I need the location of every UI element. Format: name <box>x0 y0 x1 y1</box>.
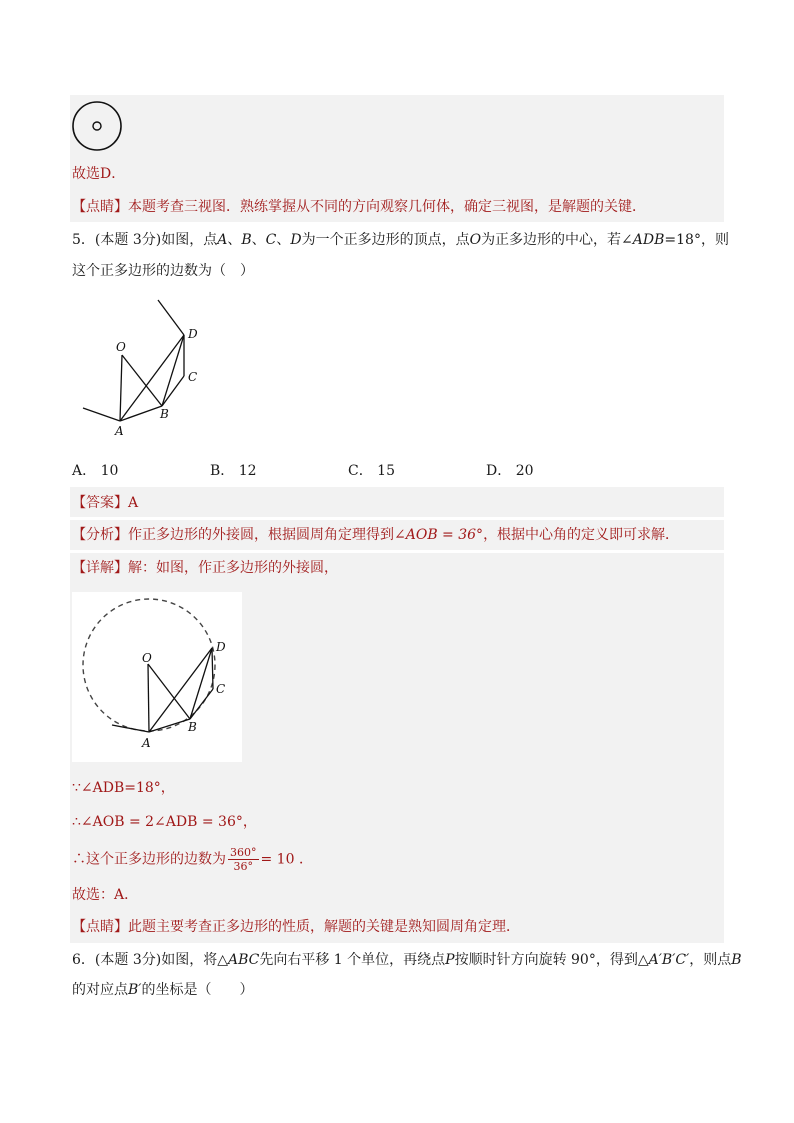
fraction-denominator: 36° <box>233 860 253 873</box>
note-text: 本题考查三视图．熟练掌握从不同的方向观察几何体，确定三视图，是解题的关键． <box>128 199 646 215</box>
analysis-post: ，根据中心角的定义即可求解． <box>483 527 680 543</box>
label-d: D <box>216 640 226 654</box>
analysis-tag: 【分析】 <box>72 527 128 543</box>
label-o: O <box>142 651 152 665</box>
q6-stem-line1 <box>72 950 742 970</box>
detail-line <box>72 558 338 578</box>
fraction-numerator: 360° <box>230 846 257 859</box>
step-3-pre: ∴这个正多边形的边数为 <box>72 851 226 868</box>
q5-mid1: 为一个正多边形的顶点，点 <box>301 232 470 248</box>
note-line <box>72 917 520 937</box>
step-1: ∵∠ADB=18°， <box>72 780 175 796</box>
label-b: B <box>160 407 169 421</box>
fraction <box>228 846 259 873</box>
var-d: D <box>290 232 302 248</box>
var-p: P <box>445 952 455 968</box>
step-2: ∴∠AOB = 2∠ADB = 36°， <box>72 814 257 830</box>
label-c: C <box>216 682 226 696</box>
q6-stem-line2 <box>72 980 253 1000</box>
step-3-post: = 10 ． <box>260 851 313 868</box>
circumcircle-figure <box>72 592 242 762</box>
q5-prefix: 5．(本题 3分)如图，点 <box>72 232 218 248</box>
note-tag: 【点睛】 <box>72 199 128 215</box>
solution-band-answer <box>70 487 724 517</box>
q6-line2-pre: 的对应点 <box>72 982 128 998</box>
option-d: D． 20 <box>486 463 534 479</box>
prev-answer-text: 故选D． <box>72 166 126 182</box>
label-a: A <box>142 736 151 750</box>
answer-tag: 【答案】 <box>72 495 128 511</box>
option-c: C． 15 <box>348 463 395 479</box>
sep: 、 <box>227 232 242 248</box>
var-a: A <box>217 232 228 248</box>
q5-polygon-figure <box>78 296 218 446</box>
angle-adb: ADB <box>632 232 665 248</box>
var-b-prime: B′ <box>128 982 142 998</box>
triangle-abc-prime: △A′B′C′ <box>637 952 690 968</box>
q5-stem-line2: 这个正多边形的边数为（ ） <box>72 263 254 279</box>
note-tag: 【点睛】 <box>72 919 128 935</box>
note-text: 此题主要考查正多边形的性质，解题的关键是熟知圆周角定理． <box>128 919 520 935</box>
var-c: C <box>265 232 277 248</box>
option-b: B． 12 <box>210 463 257 479</box>
choice-line: 故选：A． <box>72 887 139 903</box>
detail-text: 解：如图，作正多边形的外接圆， <box>128 560 338 576</box>
prev-note <box>72 197 646 217</box>
analysis-pre: 作正多边形的外接圆，根据圆周角定理得到 <box>128 527 394 543</box>
var-o: O <box>469 232 482 248</box>
step-3 <box>72 846 313 873</box>
var-b: B <box>241 232 252 248</box>
sep: 、 <box>276 232 291 248</box>
answer-value: A <box>128 495 139 511</box>
q6-mid: 先向右平移 1 个单位，再绕点 <box>259 952 446 968</box>
var-b: B <box>731 952 742 968</box>
triangle-abc: △ABC <box>217 952 260 968</box>
top-view-figure <box>70 100 126 154</box>
q6-tail: ，则点 <box>689 952 732 968</box>
label-c: C <box>188 370 198 384</box>
label-a: A <box>115 424 124 438</box>
q5-tail: =18°，则 <box>664 232 729 248</box>
q6-mid2: 按顺时针方向旋转 90°，得到 <box>454 952 638 968</box>
answer-line <box>72 493 138 513</box>
label-d: D <box>188 327 198 341</box>
label-o: O <box>116 340 126 354</box>
q6-pre: 6．(本题 3分)如图，将 <box>72 952 218 968</box>
detail-tag: 【详解】 <box>72 560 128 576</box>
sep: 、 <box>251 232 266 248</box>
q5-mid2: 为正多边形的中心，若∠ <box>481 232 633 248</box>
q5-stem-line1 <box>72 230 729 250</box>
label-b: B <box>188 720 197 734</box>
q6-line2-post: 的坐标是（ ） <box>141 982 254 998</box>
analysis-line <box>72 525 679 545</box>
option-a: A． 10 <box>72 463 119 479</box>
analysis-formula: ∠AOB = 36° <box>394 527 484 543</box>
